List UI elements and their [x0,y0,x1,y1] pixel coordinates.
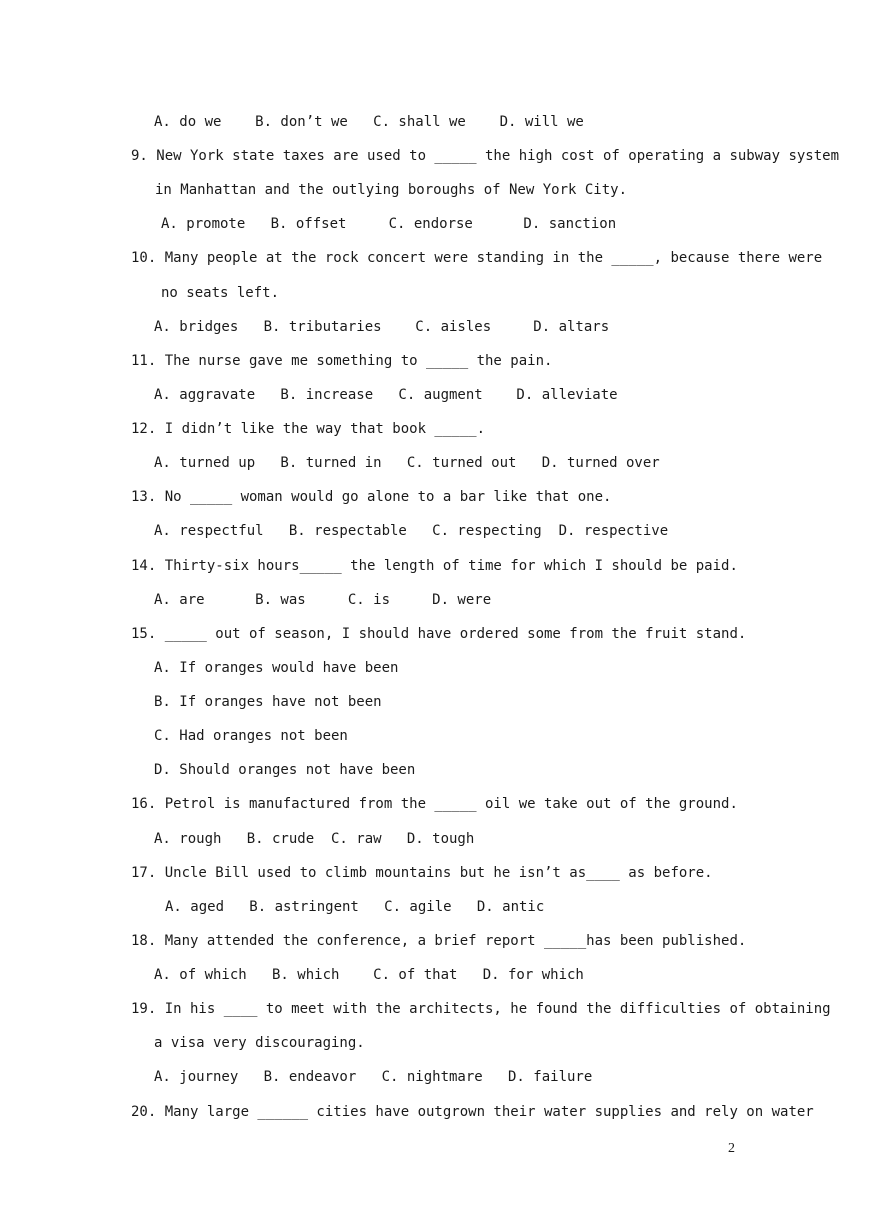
q14-stem: 14. Thirty-six hours_____ the length of time for which I should be paid. [131,558,738,574]
page-number: 2 [728,1141,735,1156]
q16-stem: 16. Petrol is manufactured from the _____ oil we take out of the ground. [131,796,738,812]
q18-stem: 18. Many attended the conference, a brief report _____has been published. [131,933,747,949]
q8-options: A. do we B. don’t we C. shall we D. will we [154,114,584,130]
q9-stem: 9. New York state taxes are used to _____ the high cost of operating a subway system [131,148,840,164]
q9-stem-continued: in Manhattan and the outlying boroughs of New York City. [155,182,628,198]
q11-options: A. aggravate B. increase C. augment D. alleviate [154,387,618,403]
q19-stem: 19. In his ____ to meet with the architects, he found the difficulties of obtaining [131,1001,831,1017]
q15-option-c: C. Had oranges not been [154,728,348,744]
q13-stem: 13. No _____ woman would go alone to a bar like that one. [131,489,612,505]
q12-stem: 12. I didn’t like the way that book _____. [131,421,486,437]
q18-options: A. of which B. which C. of that D. for which [154,967,584,983]
q19-options: A. journey B. endeavor C. nightmare D. failure [154,1069,593,1085]
q9-options: A. promote B. offset C. endorse D. sanction [161,216,617,232]
q11-stem: 11. The nurse gave me something to _____ the pain. [131,353,553,369]
q17-stem: 17. Uncle Bill used to climb mountains but he isn’t as____ as before. [131,865,713,881]
q15-option-d: D. Should oranges not have been [154,762,416,778]
q15-stem: 15. _____ out of season, I should have ordered some from the fruit stand. [131,626,747,642]
q15-option-b: B. If oranges have not been [154,694,382,710]
q10-stem-continued: no seats left. [161,285,280,301]
q12-options: A. turned up B. turned in C. turned out D. turned over [154,455,660,471]
q16-options: A. rough B. crude C. raw D. tough [154,831,475,847]
q15-option-a: A. If oranges would have been [154,660,399,676]
q20-stem: 20. Many large ______ cities have outgrown their water supplies and rely on water [131,1104,814,1120]
q19-stem-continued: a visa very discouraging. [154,1035,365,1051]
q10-options: A. bridges B. tributaries C. aisles D. altars [154,319,610,335]
q17-options: A. aged B. astringent C. agile D. antic [165,899,545,915]
q14-options: A. are B. was C. is D. were [154,592,492,608]
q10-stem: 10. Many people at the rock concert were standing in the _____, because there were [131,250,823,266]
q13-options: A. respectful B. respectable C. respecting D. respective [154,523,669,539]
